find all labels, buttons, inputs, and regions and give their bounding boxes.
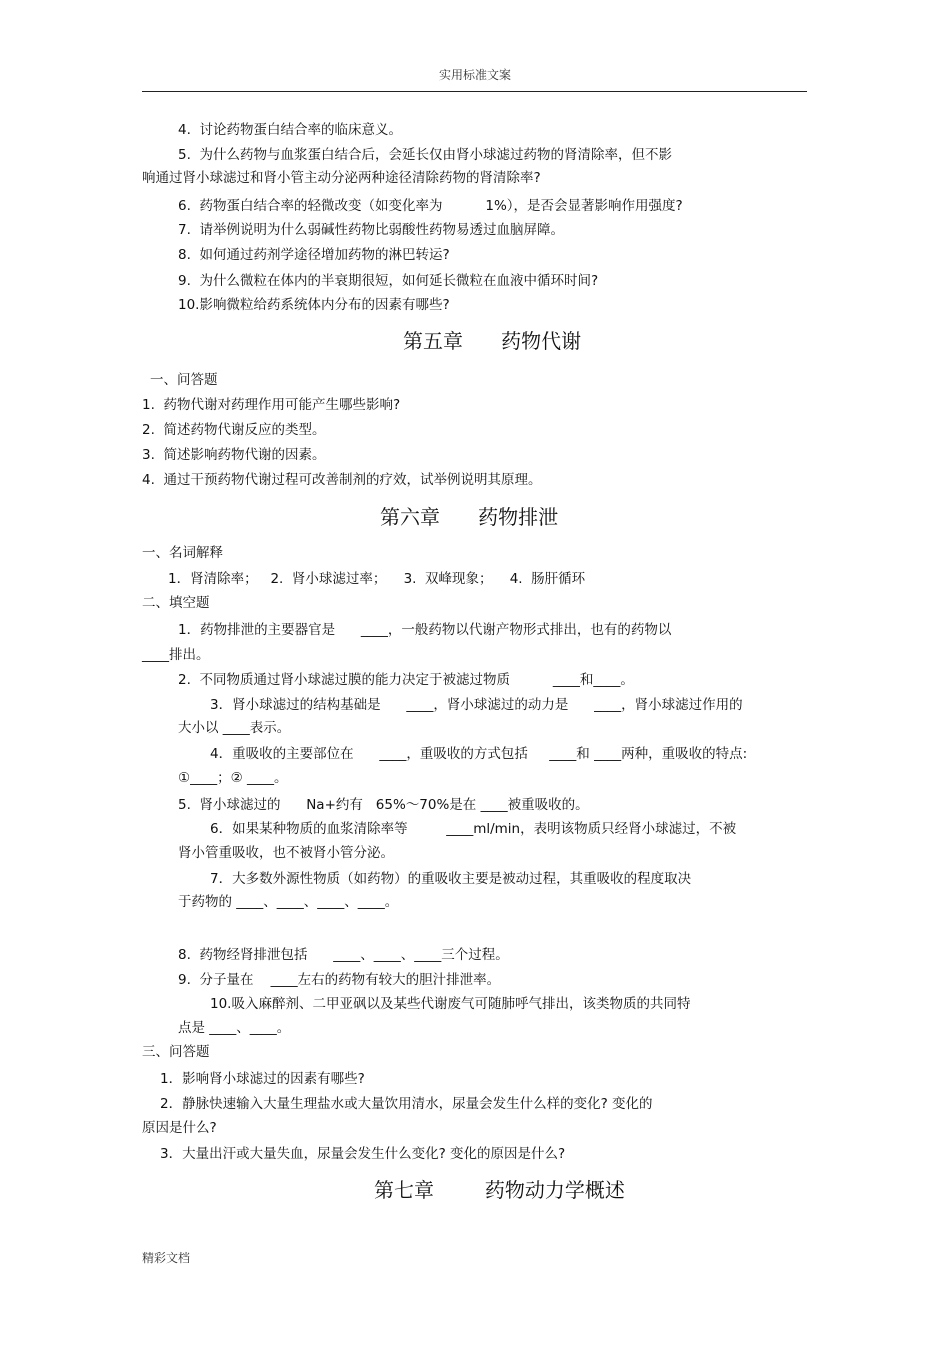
ch6-fill-8: 8. 药物经肾排泄包括 ____、____、____三个过程。	[178, 947, 509, 963]
ch4-question-7: 7. 请举例说明为什么弱碱性药物比弱酸性药物易透过血脑屏障。	[178, 222, 564, 238]
ch4-question-6: 6. 药物蛋白结合率的轻微改变（如变化率为 1%），是否会显著影响作用强度?	[178, 198, 683, 214]
chapter6-title: 第六章 药物排泄	[380, 505, 559, 529]
ch6-fill-9: 9. 分子量在 ____左右的药物有较大的胆汁排泄率。	[178, 972, 501, 988]
ch4-question-10: 10.影响微粒给药系统体内分布的因素有哪些?	[178, 297, 450, 313]
ch6-fill-3-cont: 大小以 ____表示。	[178, 720, 291, 736]
ch4-question-9: 9. 为什么微粒在体内的半衰期很短，如何延长微粒在血液中循环时间?	[178, 273, 599, 289]
ch6-fill-6: 6．如果某种物质的血浆清除率等 ____ml/min，表明该物质只经肾小球滤过，不被	[210, 821, 737, 837]
ch6-qa-2: 2．静脉快速输入大量生理盐水或大量饮用清水，尿量会发生什么样的变化? 变化的	[160, 1096, 653, 1112]
page-header: 实用标准文案	[438, 68, 511, 82]
ch6-qa-3: 3．大量出汗或大量失血，尿量会发生什么变化? 变化的原因是什么?	[160, 1146, 566, 1162]
ch5-question-2: 2. 简述药物代谢反应的类型。	[142, 422, 326, 438]
ch5-question-3: 3. 简述影响药物代谢的因素。	[142, 447, 326, 463]
ch6-section-fill: 二、填空题	[142, 595, 210, 611]
ch4-question-5: 5. 为什么药物与血浆蛋白结合后，会延长仅由肾小球滤过药物的肾清除率，但不影	[178, 147, 672, 163]
ch4-question-5-cont: 响通过肾小球滤过和肾小管主动分泌两种途径清除药物的肾清除率?	[142, 170, 541, 186]
ch6-fill-7: 7．大多数外源性物质（如药物）的重吸收主要是被动过程，其重吸收的程度取决	[210, 871, 692, 887]
ch6-qa-1: 1．影响肾小球滤过的因素有哪些?	[160, 1071, 365, 1087]
ch6-fill-2: 2. 不同物质通过肾小球滤过膜的能力决定于被滤过物质 ____和____。	[178, 672, 634, 688]
ch6-fill-5: 5. 肾小球滤过的 Na+约有 65%～70%是在 ____被重吸收的。	[178, 797, 589, 813]
header-rule	[142, 91, 807, 92]
ch6-fill-10: 10.吸入麻醉剂、二甲亚砜以及某些代谢废气可随肺呼气排出，该类物质的共同特	[210, 996, 691, 1012]
ch4-question-8: 8. 如何通过药剂学途径增加药物的淋巴转运?	[178, 247, 450, 263]
ch5-question-4: 4. 通过干预药物代谢过程可改善制剂的疗效，试举例说明其原理。	[142, 472, 542, 488]
ch6-fill-1: 1．药物排泄的主要器官是 ____，一般药物以代谢产物形式排出，也有的药物以	[178, 622, 672, 638]
chapter7-title: 第七章 药物动力学概述	[374, 1178, 625, 1202]
ch6-fill-4-cont: ①____；② ____。	[178, 770, 288, 786]
ch6-terms-list: 1．肾清除率； 2. 肾小球滤过率； 3. 双峰现象； 4. 肠肝循环	[168, 571, 586, 587]
ch6-fill-6-cont: 肾小管重吸收，也不被肾小管分泌。	[178, 845, 394, 861]
ch6-fill-1-cont: ____排出。	[142, 647, 210, 663]
ch5-question-1: 1. 药物代谢对药理作用可能产生哪些影响?	[142, 397, 401, 413]
ch6-fill-7-cont: 于药物的 ____、____、____、____。	[178, 894, 399, 910]
ch6-section-terms: 一、名词解释	[142, 545, 223, 561]
chapter5-title: 第五章 药物代谢	[403, 329, 582, 353]
ch5-section-qa: 一、问答题	[150, 372, 218, 388]
ch6-qa-2-cont: 原因是什么?	[142, 1120, 217, 1136]
ch6-fill-3: 3．肾小球滤过的结构基础是 ____，肾小球滤过的动力是 ____，肾小球滤过作用的	[210, 697, 743, 713]
page-footer: 精彩文档	[142, 1251, 191, 1265]
ch6-section-qa: 三、问答题	[142, 1044, 210, 1060]
ch4-question-4: 4. 讨论药物蛋白结合率的临床意义。	[178, 122, 402, 138]
ch6-fill-4: 4．重吸收的主要部位在 ____，重吸收的方式包括 ____和 ____两种，重吸收的特点:	[210, 746, 748, 762]
ch6-fill-10-cont: 点是 ____、____。	[178, 1020, 291, 1036]
